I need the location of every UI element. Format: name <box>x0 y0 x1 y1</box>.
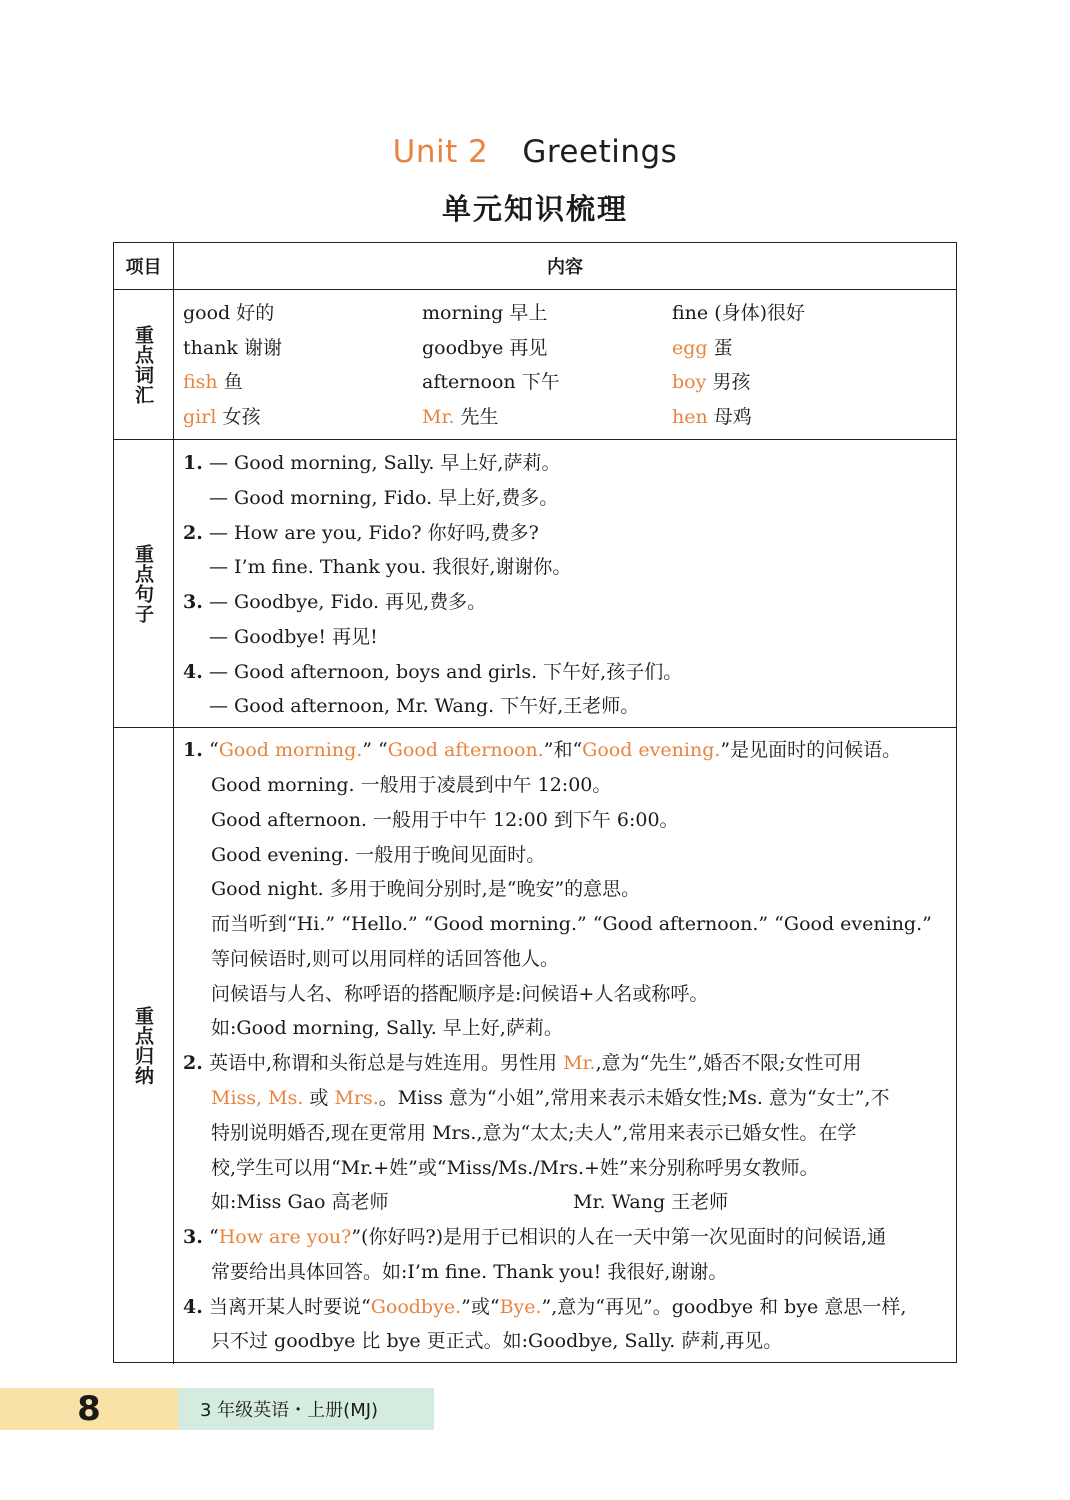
table-header-row <box>114 243 956 290</box>
header-item-label: 项目 <box>125 257 162 278</box>
vocab-word: fish <box>183 371 218 393</box>
vocab-meaning: 好的 <box>236 302 275 324</box>
vocab-meaning: (身体)很好 <box>714 302 806 324</box>
vocab-content <box>174 290 956 439</box>
sentences-label: 重点句子 <box>132 543 154 624</box>
summary-content <box>174 728 956 1364</box>
vocab-item <box>422 301 547 325</box>
summary-line: Good evening. 一般用于晚间见面时。 <box>211 844 546 866</box>
summary-label-cell <box>114 728 174 1364</box>
vocab-meaning: 蛋 <box>713 337 733 359</box>
unit-name: Greetings <box>522 134 678 170</box>
summary-line: 2. 英语中,称谓和头衔总是与姓连用。男性用 Mr.,意为“先生”,婚否不限;女性可用 <box>183 1052 862 1074</box>
vocab-word: fine <box>672 302 709 324</box>
sentence-line: — Good afternoon, Mr. Wang. 下午好,王老师。 <box>209 695 640 717</box>
summary-line: 只不过 goodbye 比 bye 更正式。如:Goodbye, Sally. 萨莉,再见。 <box>211 1330 783 1352</box>
sentence-line: — Good morning, Fido. 早上好,费多。 <box>209 487 559 509</box>
sentence-line: 4. — Good afternoon, boys and girls. 下午好,孩子们。 <box>183 661 683 683</box>
sentences-row <box>114 440 956 728</box>
knowledge-table <box>113 242 957 1363</box>
sentences-label-cell <box>114 440 174 727</box>
sentence-line: — I’m fine. Thank you. 我很好,谢谢你。 <box>209 556 572 578</box>
vocab-word: Mr. <box>422 406 455 428</box>
summary-line: 4. 当离开某人时要说“Goodbye.”或“Bye.”,意为“再见”。goodbye 和 bye 意思一样, <box>183 1296 907 1318</box>
header-content-label: 内容 <box>547 257 583 278</box>
summary-line: 3. “How are you?”(你好吗?)是用于已相识的人在一天中第一次见面时的问候语,通 <box>183 1226 887 1248</box>
sentence-line: 3. — Goodbye, Fido. 再见,费多。 <box>183 591 487 613</box>
summary-line: 特别说明婚否,现在更常用 Mrs.,意为“太太;夫人”,常用来表示已婚女性。在学 <box>211 1122 857 1144</box>
summary-line: Good afternoon. 一般用于中午 12:00 到下午 6:00。 <box>211 809 679 831</box>
sentence-line: 2. — How are you, Fido? 你好吗,费多? <box>183 522 539 544</box>
summary-line: 常要给出具体回答。如:I’m fine. Thank you! 我很好,谢谢。 <box>211 1261 728 1283</box>
vocab-word: thank <box>183 337 238 359</box>
vocab-item <box>422 405 499 429</box>
vocab-meaning: 女孩 <box>222 406 261 428</box>
vocab-item <box>672 405 752 429</box>
vocab-item <box>183 301 274 325</box>
vocab-meaning: 再见 <box>509 337 548 359</box>
vocab-label-cell <box>114 290 174 439</box>
vocab-meaning: 先生 <box>460 406 499 428</box>
vocab-word: good <box>183 302 231 324</box>
sentences-content <box>174 440 956 727</box>
summary-example-a: 如:Miss Gao 高老师 <box>211 1191 389 1213</box>
vocab-word: hen <box>672 406 708 428</box>
summary-line: 如:Good morning, Sally. 早上好,萨莉。 <box>211 1017 563 1039</box>
vocab-label: 重点词汇 <box>132 324 154 405</box>
page-number: 8 <box>0 1388 178 1430</box>
vocab-word: morning <box>422 302 504 324</box>
summary-label: 重点归纳 <box>132 1006 154 1086</box>
unit-label: Unit 2 <box>392 134 489 170</box>
vocab-item <box>183 336 282 360</box>
vocab-meaning: 谢谢 <box>244 337 283 359</box>
vocab-word: afternoon <box>422 371 516 393</box>
vocab-meaning: 早上 <box>509 302 548 324</box>
vocab-meaning: 鱼 <box>223 371 243 393</box>
sentence-line: 1. — Good morning, Sally. 早上好,萨莉。 <box>183 452 561 474</box>
summary-line: Good night. 多用于晚间分别时,是“晚安”的意思。 <box>211 878 641 900</box>
page-subtitle: 单元知识梳理 <box>441 192 628 226</box>
summary-line: 而当听到“Hi.” “Hello.” “Good morning.” “Good afternoon.” “Good evening.” <box>211 913 932 935</box>
vocab-row <box>114 290 956 440</box>
vocab-item <box>422 336 547 360</box>
summary-line: 1. “Good morning.” “Good afternoon.”和“Good evening.”是见面时的问候语。 <box>183 739 902 761</box>
summary-line: Good morning. 一般用于凌晨到中午 12:00。 <box>211 774 612 796</box>
vocab-item <box>183 405 260 429</box>
vocab-item <box>422 370 560 394</box>
vocab-meaning: 男孩 <box>712 371 751 393</box>
summary-line: Miss, Ms. 或 Mrs.。Miss 意为“小姐”,常用来表示未婚女性;Ms. 意为“女士”,不 <box>211 1087 890 1109</box>
vocab-item <box>183 370 243 394</box>
sentence-line: — Goodbye! 再见! <box>209 626 378 648</box>
vocab-item <box>672 301 805 325</box>
vocab-item <box>672 336 733 360</box>
vocab-word: goodbye <box>422 337 504 359</box>
vocab-word: egg <box>672 337 708 359</box>
vocab-meaning: 母鸡 <box>713 406 752 428</box>
summary-line: 等问候语时,则可以用同样的话回答他人。 <box>211 948 560 970</box>
header-item-cell <box>114 243 174 289</box>
vocab-word: boy <box>672 371 707 393</box>
book-label: 3 年级英语・上册(MJ) <box>178 1388 434 1430</box>
vocab-item <box>672 370 750 394</box>
summary-line: 问候语与人名、称呼语的搭配顺序是:问候语+人名或称呼。 <box>211 983 709 1005</box>
unit-title <box>0 134 1070 170</box>
vocab-meaning: 下午 <box>521 371 560 393</box>
summary-row <box>114 728 956 1364</box>
summary-line: 校,学生可以用“Mr.+姓”或“Miss/Ms./Mrs.+姓”来分别称呼男女教师。 <box>211 1157 819 1179</box>
vocab-word: girl <box>183 406 217 428</box>
summary-example-b: Mr. Wang 王老师 <box>573 1191 729 1213</box>
